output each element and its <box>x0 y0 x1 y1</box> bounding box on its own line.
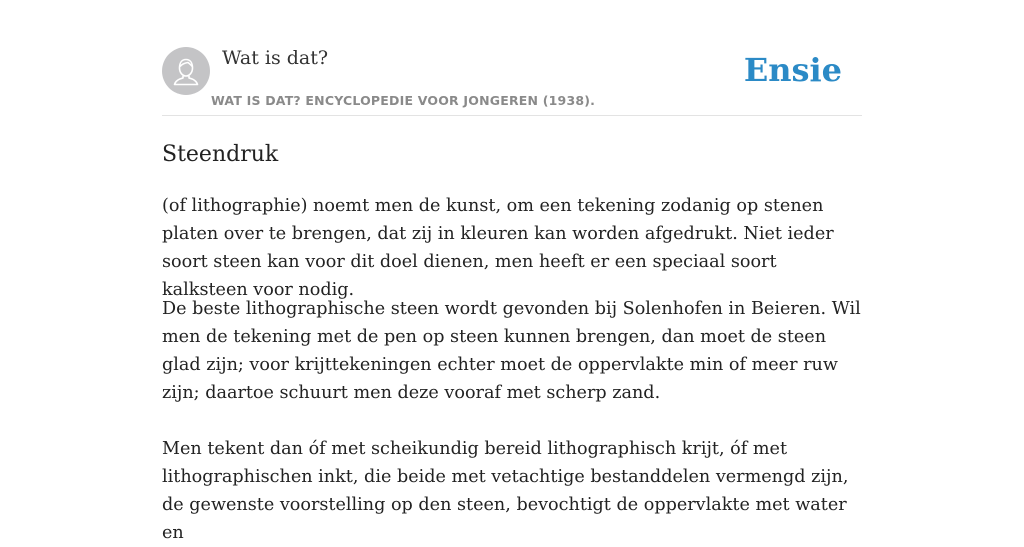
ensie-logo[interactable]: Ensie <box>743 51 842 89</box>
person-outline-icon <box>162 47 210 95</box>
content-column <box>162 0 862 543</box>
source-title[interactable]: Wat is dat? <box>222 47 329 69</box>
article-title: Steendruk <box>162 142 279 167</box>
source-header <box>162 0 862 116</box>
user-avatar-icon[interactable] <box>162 47 210 95</box>
article-paragraph: (of lithographie) noemt men de kunst, om een tekening zodanig op stenen platen over te brengen, dat zij in kleuren kan worden afgedrukt. Niet ieder soort steen kan voor dit doel dienen, men heeft er een speciaal soort kalksteen voor nodig. <box>162 196 834 300</box>
article-paragraph: Men tekent dan óf met scheikundig bereid lithographisch krijt, óf met lithographischen inkt, die beide met vetachtige bestanddelen vermengd zijn, de gewenste voorstelling op den steen, bevochtigt de oppervlakte met water en <box>162 439 849 543</box>
article-paragraph: De beste lithographische steen wordt gevonden bij Solenhofen in Beieren. Wil men de tekening met de pen op steen kunnen brengen, dan moet de steen glad zijn; voor krijttekeningen echter moet de oppervlakte min of meer ruw zijn; daartoe schuurt men deze vooraf met scherp zand. <box>162 299 861 403</box>
source-subtitle[interactable]: WAT IS DAT? ENCYCLOPEDIE VOOR JONGEREN (1938). <box>211 93 596 108</box>
